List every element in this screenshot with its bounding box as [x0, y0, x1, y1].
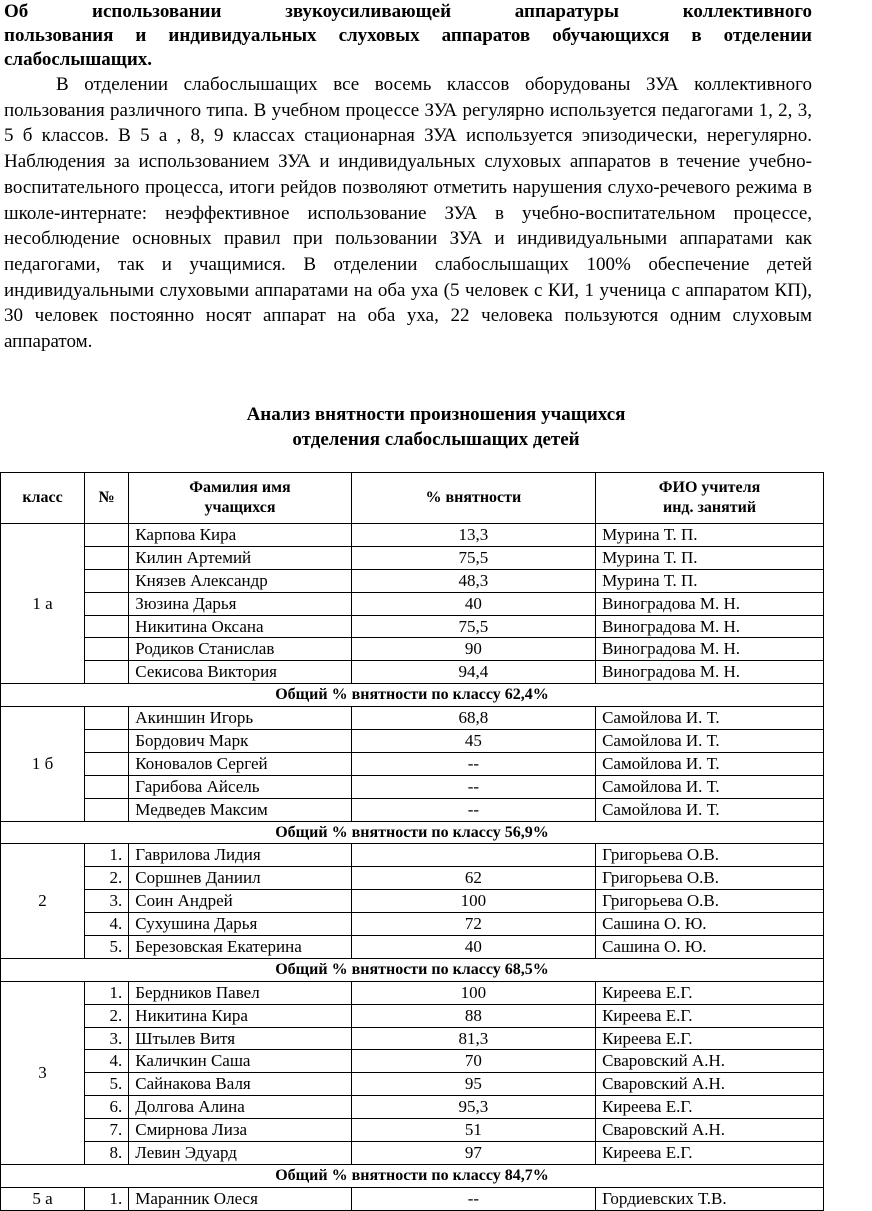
class-summary-row — [1, 821, 824, 844]
intelligibility-value: 62 — [351, 867, 595, 890]
teacher-name: Григорьева О.В. — [596, 844, 824, 867]
intelligibility-value: 45 — [351, 730, 595, 753]
table-row — [1, 1096, 824, 1119]
table-title-line-2: отделения слабослышащих детей — [292, 429, 580, 450]
table-row — [1, 661, 824, 684]
class-summary-row — [1, 684, 824, 707]
teacher-name: Самойлова И. Т. — [596, 798, 824, 821]
header-teacher-line-2: инд. занятий — [662, 499, 757, 516]
intelligibility-value: -- — [351, 775, 595, 798]
row-number: 5. — [85, 936, 129, 959]
teacher-name: Сваровский А.Н. — [596, 1119, 824, 1142]
intelligibility-value: -- — [351, 798, 595, 821]
table-row — [1, 844, 824, 867]
student-name: Соин Андрей — [129, 890, 351, 913]
teacher-name: Киреева Е.Г. — [596, 1096, 824, 1119]
intelligibility-value: 100 — [351, 890, 595, 913]
class-summary: Общий % внятности по классу 68,5% — [1, 958, 824, 981]
table-row — [1, 1050, 824, 1073]
teacher-name: Виноградова М. Н. — [596, 615, 824, 638]
intelligibility-value: 81,3 — [351, 1027, 595, 1050]
student-name: Штылев Витя — [129, 1027, 351, 1050]
teacher-name: Самойлова И. Т. — [596, 775, 824, 798]
row-number — [85, 775, 129, 798]
student-name: Бордович Марк — [129, 730, 351, 753]
row-number — [85, 638, 129, 661]
class-summary: Общий % внятности по классу 62,4% — [1, 684, 824, 707]
intelligibility-value: 100 — [351, 981, 595, 1004]
table-row — [1, 1187, 824, 1210]
teacher-name: Мурина Т. П. — [596, 546, 824, 569]
intelligibility-value — [351, 844, 595, 867]
class-summary: Общий % внятности по классу 56,9% — [1, 821, 824, 844]
section-heading-line-1: Об использовании звукоусиливающей аппаратуры коллективного — [4, 1, 812, 22]
teacher-name: Самойлова И. Т. — [596, 730, 824, 753]
intelligibility-value: 40 — [351, 936, 595, 959]
intelligibility-value: 75,5 — [351, 615, 595, 638]
teacher-name: Киреева Е.Г. — [596, 1004, 824, 1027]
student-name: Маранник Олеся — [129, 1187, 351, 1210]
teacher-name: Киреева Е.Г. — [596, 981, 824, 1004]
student-name: Родиков Станислав — [129, 638, 351, 661]
row-number: 5. — [85, 1073, 129, 1096]
intelligibility-value: 13,3 — [351, 524, 595, 547]
table-row — [1, 1004, 824, 1027]
row-number — [85, 730, 129, 753]
table-row — [1, 798, 824, 821]
student-name: Смирнова Лиза — [129, 1119, 351, 1142]
intelligibility-value: -- — [351, 1187, 595, 1210]
table-row — [1, 707, 824, 730]
intelligibility-value: 68,8 — [351, 707, 595, 730]
student-name: Никитина Оксана — [129, 615, 351, 638]
table-row — [1, 1073, 824, 1096]
table-row — [1, 638, 824, 661]
intelligibility-value: 88 — [351, 1004, 595, 1027]
teacher-name: Сваровский А.Н. — [596, 1073, 824, 1096]
row-number — [85, 592, 129, 615]
student-name: Гарибова Айсель — [129, 775, 351, 798]
teacher-name: Самойлова И. Т. — [596, 752, 824, 775]
header-student-name-line-1: Фамилия имя — [189, 479, 291, 496]
table-row — [1, 936, 824, 959]
table-row — [1, 569, 824, 592]
table-row — [1, 913, 824, 936]
header-teacher-line-1: ФИО учителя — [658, 479, 761, 496]
table-row — [1, 775, 824, 798]
class-summary-row — [1, 958, 824, 981]
class-cell: 1 а — [1, 524, 85, 684]
student-name: Никитина Кира — [129, 1004, 351, 1027]
row-number: 3. — [85, 890, 129, 913]
intelligibility-value: 48,3 — [351, 569, 595, 592]
table-row — [1, 752, 824, 775]
teacher-name: Виноградова М. Н. — [596, 638, 824, 661]
teacher-name: Виноградова М. Н. — [596, 661, 824, 684]
table-title-line-1: Анализ внятности произношения учащихся — [246, 404, 626, 425]
teacher-name: Григорьева О.В. — [596, 890, 824, 913]
header-student-name — [129, 473, 351, 524]
student-name: Секисова Виктория — [129, 661, 351, 684]
student-name: Березовская Екатерина — [129, 936, 351, 959]
table-row — [1, 546, 824, 569]
teacher-name: Самойлова И. Т. — [596, 707, 824, 730]
row-number: 1. — [85, 1187, 129, 1210]
teacher-name: Виноградова М. Н. — [596, 592, 824, 615]
header-class: класс — [1, 473, 85, 524]
body-paragraph: В отделении слабослышащих все восемь классов оборудованы ЗУА коллективного пользования различного типа. В учебном процессе ЗУА регулярно используется педагогами 1, 2, 3, 5 б классов. В 5 а , 8, 9 классах стационарная ЗУА используется эпизодически, нерегулярно. Наблюдения за использованием ЗУА и индивидуальных слуховых аппаратов в течение учебно-воспитательного процесса, итоги рейдов позволяют отметить нарушения слухо-речевого режима в школе-интернате: неэффективное использование ЗУА в учебно-воспитательном процессе, несоблюдение основных правил при пользовании ЗУА и индивидуальными аппаратами как педагогами, так и учащимися. В отделении слабослышащих 100% обеспечение детей индивидуальными слуховыми аппаратами на оба уха (5 человек с КИ, 1 ученица с аппаратом КП), 30 человек постоянно носят аппарат на оба уха, 22 человека пользуются одним слуховым аппаратом. — [4, 74, 812, 353]
row-number: 4. — [85, 1050, 129, 1073]
row-number: 2. — [85, 1004, 129, 1027]
table-title — [0, 402, 872, 452]
intelligibility-value: 72 — [351, 913, 595, 936]
section-heading — [4, 0, 812, 72]
table-row — [1, 890, 824, 913]
row-number — [85, 615, 129, 638]
teacher-name: Мурина Т. П. — [596, 569, 824, 592]
table-row — [1, 730, 824, 753]
row-number: 1. — [85, 981, 129, 1004]
intelligibility-value: 97 — [351, 1142, 595, 1165]
table-row — [1, 592, 824, 615]
row-number — [85, 798, 129, 821]
table-header-row — [1, 473, 824, 524]
row-number: 6. — [85, 1096, 129, 1119]
teacher-name: Сваровский А.Н. — [596, 1050, 824, 1073]
student-name: Долгова Алина — [129, 1096, 351, 1119]
header-number: № — [85, 473, 129, 524]
row-number: 4. — [85, 913, 129, 936]
header-intelligibility: % внятности — [351, 473, 595, 524]
header-student-name-line-2: учащихся — [204, 499, 276, 516]
student-name: Карпова Кира — [129, 524, 351, 547]
teacher-name: Сашина О. Ю. — [596, 913, 824, 936]
teacher-name: Мурина Т. П. — [596, 524, 824, 547]
teacher-name: Сашина О. Ю. — [596, 936, 824, 959]
student-name: Бердников Павел — [129, 981, 351, 1004]
intelligibility-table — [0, 472, 824, 1211]
intelligibility-value: -- — [351, 752, 595, 775]
teacher-name: Киреева Е.Г. — [596, 1142, 824, 1165]
student-name: Соршнев Даниил — [129, 867, 351, 890]
student-name: Килин Артемий — [129, 546, 351, 569]
student-name: Сухушина Дарья — [129, 913, 351, 936]
row-number: 3. — [85, 1027, 129, 1050]
class-cell: 2 — [1, 844, 85, 958]
student-name: Акиншин Игорь — [129, 707, 351, 730]
class-summary-row — [1, 1164, 824, 1187]
intelligibility-value: 90 — [351, 638, 595, 661]
row-number — [85, 524, 129, 547]
intelligibility-value: 95 — [351, 1073, 595, 1096]
intelligibility-value: 40 — [351, 592, 595, 615]
table-row — [1, 524, 824, 547]
table-row — [1, 867, 824, 890]
student-name: Медведев Максим — [129, 798, 351, 821]
intelligibility-value: 51 — [351, 1119, 595, 1142]
row-number — [85, 546, 129, 569]
table-body — [1, 524, 824, 1211]
table-row — [1, 1142, 824, 1165]
student-name: Каличкин Саша — [129, 1050, 351, 1073]
class-summary: Общий % внятности по классу 84,7% — [1, 1164, 824, 1187]
row-number: 2. — [85, 867, 129, 890]
table-row — [1, 1119, 824, 1142]
class-cell: 3 — [1, 981, 85, 1164]
teacher-name: Гордиевских Т.В. — [596, 1187, 824, 1210]
class-cell: 1 б — [1, 707, 85, 821]
row-number: 1. — [85, 844, 129, 867]
student-name: Зюзина Дарья — [129, 592, 351, 615]
teacher-name: Григорьева О.В. — [596, 867, 824, 890]
student-name: Левин Эдуард — [129, 1142, 351, 1165]
table-row — [1, 615, 824, 638]
class-cell: 5 а — [1, 1187, 85, 1210]
row-number — [85, 707, 129, 730]
intelligibility-value: 70 — [351, 1050, 595, 1073]
intelligibility-value: 75,5 — [351, 546, 595, 569]
section-heading-line-2: пользования и индивидуальных слуховых аппаратов обучающихся в отделении слабослышащих. — [4, 25, 812, 70]
student-name: Коновалов Сергей — [129, 752, 351, 775]
row-number — [85, 569, 129, 592]
intelligibility-value: 94,4 — [351, 661, 595, 684]
table-row — [1, 981, 824, 1004]
row-number: 7. — [85, 1119, 129, 1142]
table-row — [1, 1027, 824, 1050]
row-number — [85, 661, 129, 684]
teacher-name: Киреева Е.Г. — [596, 1027, 824, 1050]
student-name: Князев Александр — [129, 569, 351, 592]
row-number: 8. — [85, 1142, 129, 1165]
header-teacher — [596, 473, 824, 524]
intelligibility-value: 95,3 — [351, 1096, 595, 1119]
student-name: Гаврилова Лидия — [129, 844, 351, 867]
student-name: Сайнакова Валя — [129, 1073, 351, 1096]
row-number — [85, 752, 129, 775]
